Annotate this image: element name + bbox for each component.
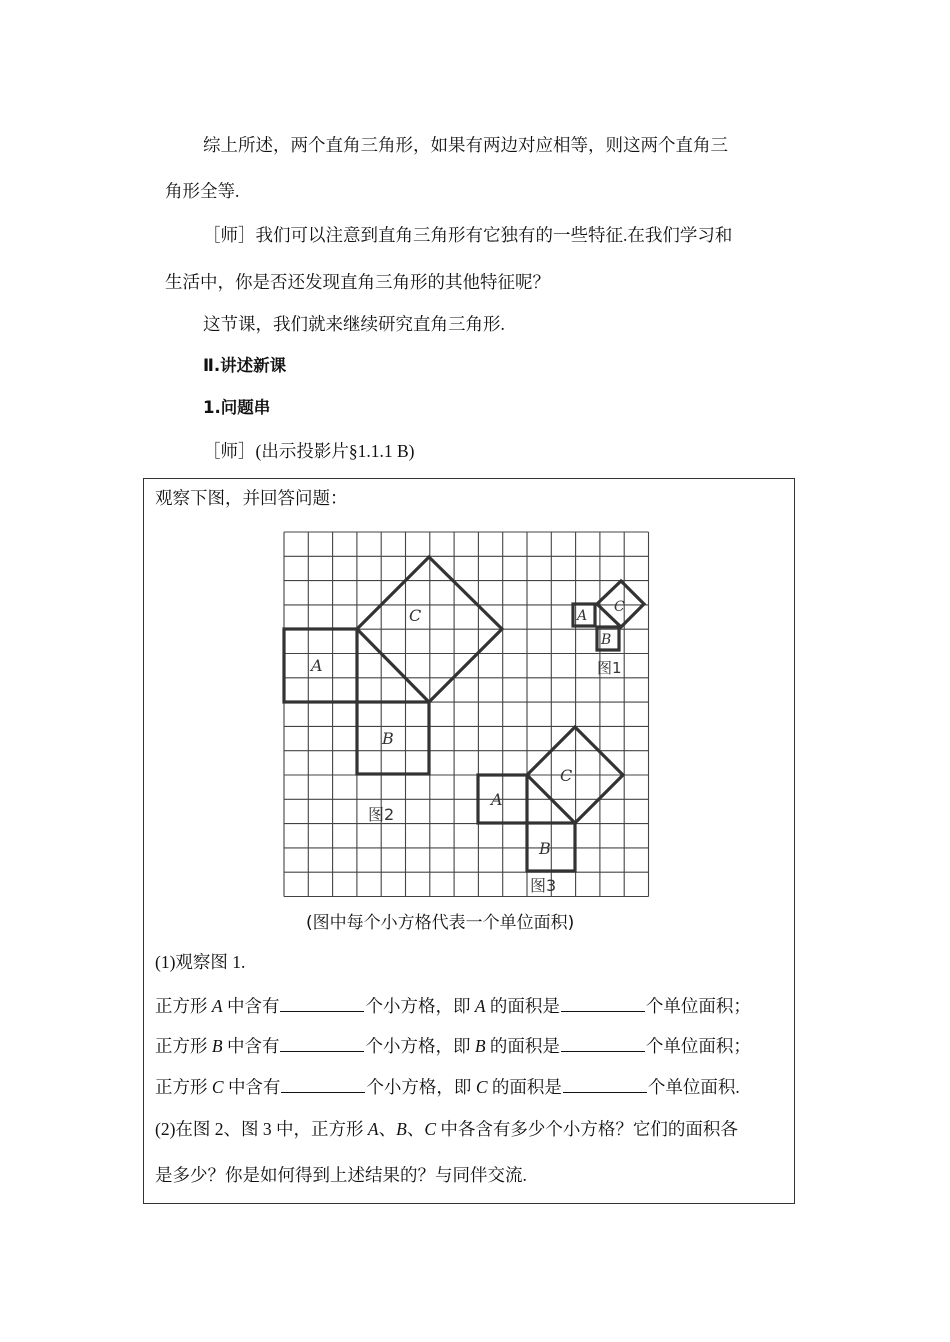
fig2-label-C: C	[409, 606, 422, 625]
fig2-caption: 图2	[368, 805, 395, 824]
row-c-prefix: 正方形	[155, 1077, 212, 1097]
row-a-mid2: 个小方格，即	[365, 996, 475, 1016]
row-c-name-2: C	[475, 1077, 488, 1097]
grid-lines	[284, 532, 649, 897]
q2-end: 中各含有多少个小方格？它们的面积各	[436, 1119, 738, 1139]
grid-figure	[276, 528, 651, 900]
figure-caption: (图中每个小方格代表一个单位面积)	[306, 913, 575, 933]
fig3-label-A: A	[491, 790, 503, 809]
fig3-label-B: B	[539, 839, 551, 858]
row-b-mid: 中含有	[222, 1036, 280, 1056]
fig2-label-B: B	[382, 729, 394, 748]
section-heading: Ⅱ.讲述新课	[203, 356, 287, 375]
paragraph-2-line-2: 生活中，你是否还发现直角三角形的其他特征呢？	[165, 272, 550, 292]
row-a-name: A	[211, 996, 223, 1016]
blank-b-count[interactable]	[280, 1033, 364, 1052]
question-1: (1)观察图 1.	[155, 952, 246, 972]
row-b-name-2: B	[474, 1036, 486, 1056]
q2-name-c: C	[424, 1119, 436, 1139]
paragraph-2-line-1: ［师］我们可以注意到直角三角形有它独有的一些特征.在我们学习和	[203, 225, 733, 245]
row-a-end: 个单位面积；	[645, 996, 751, 1016]
row-c-mid3: 的面积是	[487, 1077, 562, 1097]
row-c-end: 个单位面积.	[647, 1077, 740, 1097]
fig1-label-A: A	[577, 608, 588, 624]
fig3-caption: 图3	[530, 876, 557, 895]
row-a-prefix: 正方形	[155, 996, 212, 1016]
q2-sep-2: 、	[406, 1119, 425, 1139]
question-2-line-1	[155, 1117, 738, 1141]
row-c-name: C	[211, 1077, 224, 1097]
blank-a-count[interactable]	[280, 993, 364, 1012]
box-intro: 观察下图，并回答问题：	[155, 488, 348, 508]
paragraph-4: ［师］(出示投影片§1.1.1 B)	[203, 441, 415, 461]
row-square-C	[155, 1074, 740, 1099]
paragraph-1-line-2: 角形全等.	[165, 181, 240, 201]
row-a-mid: 中含有	[222, 996, 280, 1016]
row-b-name: B	[211, 1036, 223, 1056]
blank-c-area[interactable]	[563, 1074, 647, 1093]
row-b-mid3: 的面积是	[485, 1036, 560, 1056]
paragraph-1-line-1: 综上所述，两个直角三角形，如果有两边对应相等，则这两个直角三	[203, 135, 728, 155]
subsection-heading: 1.问题串	[203, 398, 271, 417]
fig2-label-A: A	[311, 656, 323, 675]
row-a-name-2: A	[474, 996, 486, 1016]
row-b-mid2: 个小方格，即	[365, 1036, 475, 1056]
question-2-line-2: 是多少？你是如何得到上述结果的？与同伴交流.	[155, 1165, 527, 1185]
row-b-end: 个单位面积；	[645, 1036, 751, 1056]
fig1-caption: 图1	[597, 659, 622, 677]
fig1-label-C: C	[614, 599, 625, 615]
row-a-mid3: 的面积是	[485, 996, 560, 1016]
q2-name-b: B	[396, 1119, 407, 1139]
q2-name-a: A	[367, 1119, 379, 1139]
blank-c-count[interactable]	[281, 1074, 365, 1093]
fig1-label-B: B	[601, 632, 612, 648]
row-square-B	[155, 1033, 751, 1058]
row-c-mid: 中含有	[223, 1077, 281, 1097]
blank-b-area[interactable]	[561, 1033, 645, 1052]
blank-a-area[interactable]	[561, 993, 645, 1012]
q2-prefix: (2)在图 2、图 3 中，正方形	[155, 1119, 368, 1139]
fig3-label-C: C	[560, 766, 573, 785]
row-square-A	[155, 993, 751, 1018]
row-c-mid2: 个小方格，即	[366, 1077, 476, 1097]
q2-sep-1: 、	[378, 1119, 397, 1139]
paragraph-3: 这节课，我们就来继续研究直角三角形.	[203, 314, 505, 334]
row-b-prefix: 正方形	[155, 1036, 212, 1056]
